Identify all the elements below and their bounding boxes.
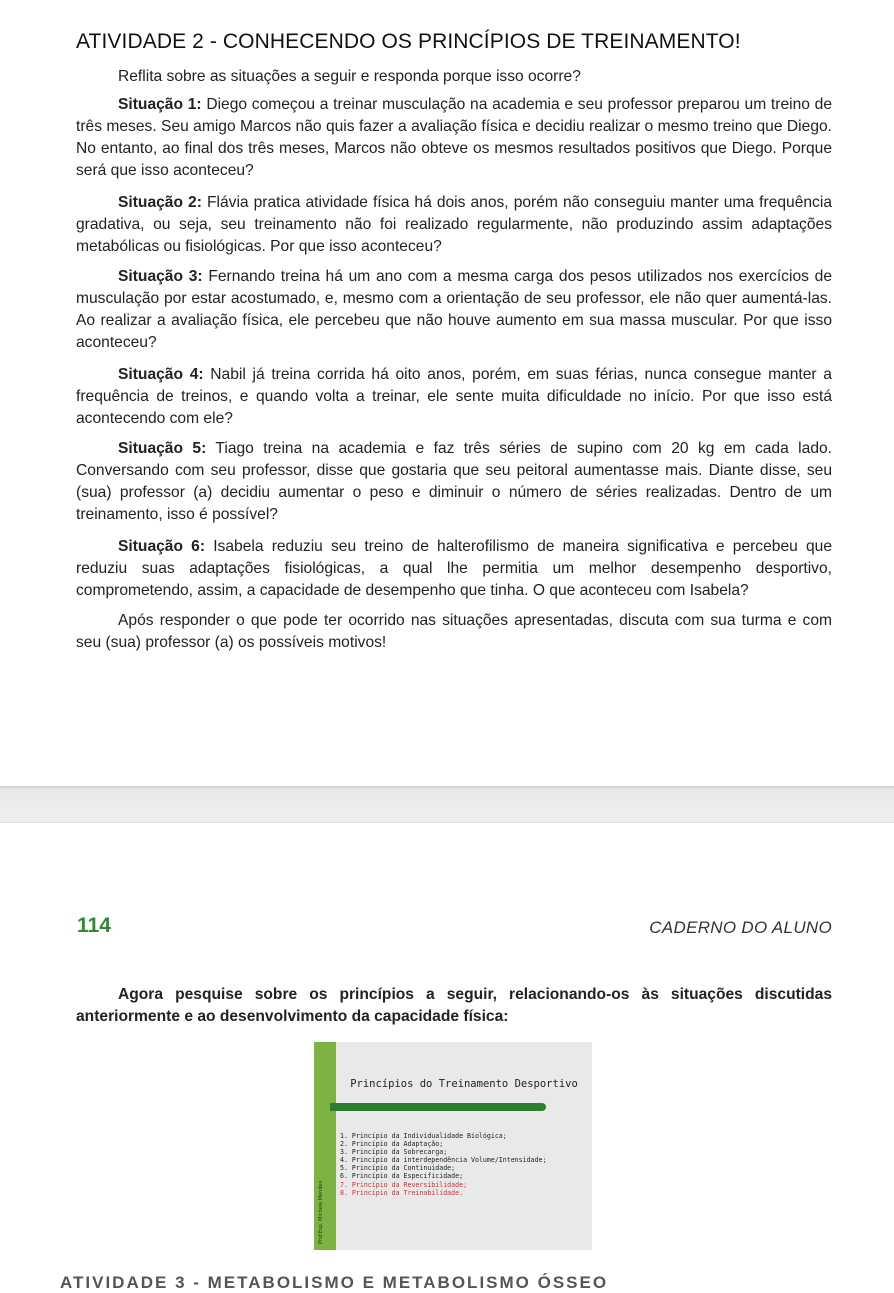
principles-list bbox=[340, 1132, 546, 1197]
cut-off-next-heading bbox=[60, 1270, 830, 1292]
intro-paragraph: Reflita sobre as situações a seguir e responda porque isso ocorre? bbox=[118, 68, 581, 85]
situation-label: Situação 3: bbox=[118, 268, 203, 285]
situation-text: Nabil já treina corrida há oito anos, porém, em suas férias, nunca consegue manter a frequência de treinos, e quando volta a treinar, ele sente muita dificuldade no início. Por que isso está acontecendo com ele? bbox=[76, 366, 832, 427]
situation-label: Situação 4: bbox=[118, 366, 204, 383]
list-item: 6. Princípio da Especificidade; bbox=[340, 1172, 464, 1181]
situation-4 bbox=[76, 364, 832, 430]
situation-1 bbox=[76, 94, 832, 182]
situation-2 bbox=[76, 192, 832, 258]
situation-text: Isabela reduziu seu treino de halterofilismo de maneira significativa e percebeu que reduziu suas adaptações fisiológicas, a qual lhe permitia um melhor desempenho desportivo, comprometendo, assim, a capacidade de desempenho que tinha. O que aconteceu com Isabela? bbox=[76, 538, 832, 599]
research-instruction: Agora pesquise sobre os princípios a seguir, relacionando-os às situações discutidas anteriormente e ao desenvolvimento da capacidade física: bbox=[76, 986, 832, 1025]
list-item: 7. Princípio da Reversibilidade; bbox=[340, 1180, 468, 1189]
page-break-divider bbox=[0, 786, 894, 823]
situation-6 bbox=[76, 536, 832, 602]
list-item: 8. Princípio da Treinabilidade. bbox=[340, 1188, 464, 1197]
list-item: 5. Princípio da Continuidade; bbox=[340, 1164, 456, 1173]
situation-text: Diego começou a treinar musculação na academia e seu professor preparou um treino de três meses. Seu amigo Marcos não quis fazer a avaliação física e decidiu realizar o mesmo treino que Diego. No entanto, ao final dos três meses, Marcos não obteve os mesmos resultados positivos que Diego. Porque será que isso aconteceu? bbox=[76, 96, 832, 179]
situation-5 bbox=[76, 438, 832, 526]
list-item: 4. Princípio da interdependência Volume/Intensidade; bbox=[340, 1156, 547, 1165]
situation-label: Situação 1: bbox=[118, 96, 202, 113]
situation-label: Situação 2: bbox=[118, 194, 202, 211]
activity-heading: ATIVIDADE 2 - CONHECENDO OS PRINCÍPIOS DE TREINAMENTO! bbox=[76, 30, 741, 53]
cut-off-text: ATIVIDADE 3 - METABOLISMO E METABOLISMO ÓSSEO bbox=[60, 1273, 609, 1292]
closing-paragraph: Após responder o que pode ter ocorrido nas situações apresentadas, discuta com sua turma e com seu (sua) professor (a) os possíveis motivos! bbox=[76, 612, 832, 651]
situation-text: Flávia pratica atividade física há dois anos, porém não conseguiu manter uma frequência gradativa, ou seja, seu treinamento não foi realizado regularmente, não produzindo assim adaptações metabólicas ou fisiológicas. Por que isso aconteceu? bbox=[76, 194, 832, 255]
principles-slide-image bbox=[314, 1042, 592, 1250]
slide-author-credit: Prof.Esp. Michele Mendes bbox=[318, 1180, 324, 1244]
situation-3 bbox=[76, 266, 832, 354]
situation-text: Tiago treina na academia e faz três séries de supino com 20 kg em cada lado. Conversando com seu professor, disse que gostaria que seu peitoral aumentasse mais. Diante disse, seu (sua) professor (a) decidiu aumentar o peso e diminuir o número de séries realizadas. Dentro de um treinamento, isso é possível? bbox=[76, 440, 832, 523]
situation-label: Situação 5: bbox=[118, 440, 207, 457]
list-item: 2. Princípio da Adaptação; bbox=[340, 1140, 444, 1149]
situation-label: Situação 6: bbox=[118, 538, 206, 555]
slide-title: Princípios do Treinamento Desportivo bbox=[350, 1078, 578, 1090]
slide-title-rule bbox=[330, 1103, 546, 1111]
list-item: 3. Princípio da Sobrecarga; bbox=[340, 1148, 448, 1157]
running-head: CADERNO DO ALUNO bbox=[649, 918, 832, 937]
situation-text: Fernando treina há um ano com a mesma carga dos pesos utilizados nos exercícios de musculação por estar acostumado, e, mesmo com a orientação de seu professor, ele não quer aumentá-las. Ao realizar a avaliação física, ele percebeu que não houve aumento em sua massa muscular. Por que isso aconteceu? bbox=[76, 268, 832, 351]
page-number: 114 bbox=[77, 914, 111, 937]
list-item: 1. Princípio da Individualidade Biológica; bbox=[340, 1132, 507, 1140]
